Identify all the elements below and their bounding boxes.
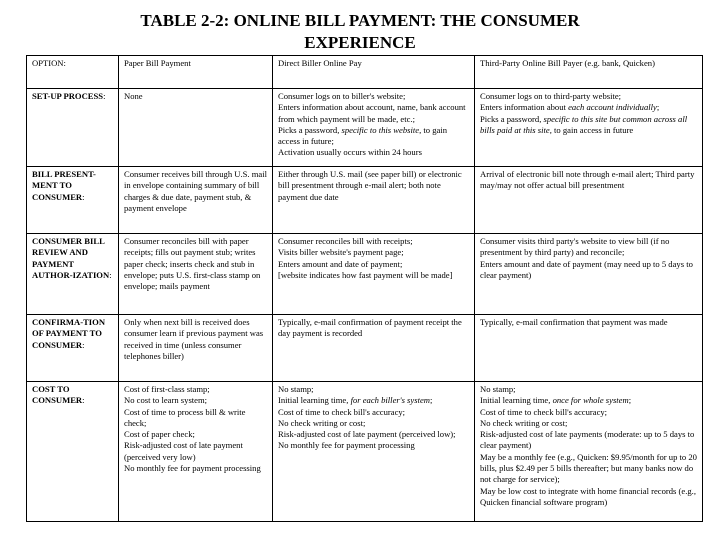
confirmation-paper: Only when next bill is received does consumer learn if previous payment was received in time (unless consumer telephones biller) [119, 315, 273, 382]
presentment-row [27, 167, 703, 234]
comparison-table [26, 55, 703, 522]
header-direct: Direct Biller Online Pay [273, 56, 475, 89]
setup-third: Consumer logs on to third-party website; Enters information about each account individually; Picks a password, specific to this site but common across all bills paid at this site, to gain access in future [475, 89, 703, 167]
title-line-2: EXPERIENCE [304, 33, 416, 52]
setup-direct: Consumer logs on to biller's website; Enters information about account, name, bank account from which payment will be made, etc.; Picks a password, specific to this website, to gain access in future; Activation usually occurs within 24 hours [273, 89, 475, 167]
setup-row [27, 89, 703, 167]
review-paper: Consumer reconciles bill with paper receipts; fills out payment stub; writes paper check; inserts check and stub in envelope; puts U.S. first-class stamp on envelope; mails payment [119, 234, 273, 315]
confirmation-label: CONFIRMA-TION OF PAYMENT TO CONSUMER: [27, 315, 119, 382]
title-line-1: TABLE 2-2: ONLINE BILL PAYMENT: THE CONSUMER [140, 11, 580, 30]
cost-third: No stamp; Initial learning time, once for whole system; Cost of time to check bill's accuracy; No check writing or cost; Risk-adjusted cost of late payments (moderate: up to 5 days to clear payment) May be a monthly fee (e.g., Quicken: $9.95/month for up to 20 bills, plus $2.49 per 5 bills thereafter; but many banks now do not charge for service); May be low cost to integrate with home financial records (e.g., Quicken financial software program) [475, 382, 703, 522]
cost-paper: Cost of first-class stamp; No cost to learn system; Cost of time to process bill & write check; Cost of paper check; Risk-adjusted cost of late payment (perceived very low) No monthly fee for payment processing [119, 382, 273, 522]
confirmation-row [27, 315, 703, 382]
header-row [27, 56, 703, 89]
review-row [27, 234, 703, 315]
setup-label: SET-UP PROCESS: [27, 89, 119, 167]
confirmation-direct: Typically, e-mail confirmation of payment receipt the day payment is recorded [273, 315, 475, 382]
presentment-label: BILL PRESENT-MENT TO CONSUMER: [27, 167, 119, 234]
header-third: Third-Party Online Bill Payer (e.g. bank, Quicken) [475, 56, 703, 89]
setup-paper: None [119, 89, 273, 167]
review-label: CONSUMER BILL REVIEW AND PAYMENT AUTHOR-IZATION: [27, 234, 119, 315]
presentment-third: Arrival of electronic bill note through e-mail alert; Third party may/may not offer actual bill presentment [475, 167, 703, 234]
review-third: Consumer visits third party's website to view bill (if no presentment by third party) and reconcile; Enters amount and date of payment (may need up to 5 days to clear payment) [475, 234, 703, 315]
header-paper: Paper Bill Payment [119, 56, 273, 89]
cost-row [27, 382, 703, 522]
page-title [0, 10, 720, 54]
confirmation-third: Typically, e-mail confirmation that payment was made [475, 315, 703, 382]
cost-label: COST TO CONSUMER: [27, 382, 119, 522]
presentment-direct: Either through U.S. mail (see paper bill) or electronic bill presentment through e-mail alert; both note payment due date [273, 167, 475, 234]
presentment-paper: Consumer receives bill through U.S. mail in envelope containing summary of bill charges & due date, payment stub, & payment envelope [119, 167, 273, 234]
cost-direct: No stamp; Initial learning time, for each biller's system; Cost of time to check bill's accuracy; No check writing or cost; Risk-adjusted cost of late payment (perceived low); No monthly fee for payment processing [273, 382, 475, 522]
header-option: OPTION: [27, 56, 119, 89]
review-direct: Consumer reconciles bill with receipts; Visits biller website's payment page; Enters amount and date of payment; [website indicates how fast payment will be made] [273, 234, 475, 315]
